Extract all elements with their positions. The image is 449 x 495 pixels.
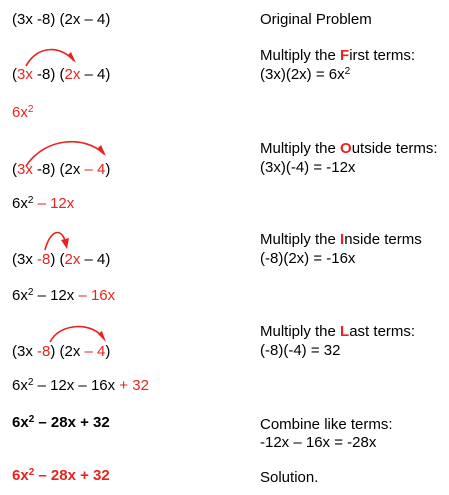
inside-step-calc: (-8)(2x) = -16x (260, 250, 356, 267)
inside-result: $6x^2 - 12x - 16x$ (12, 287, 116, 304)
last-result: $6x^2 - 12x - 16x + 32$ (12, 377, 149, 394)
first-step-calc: $(3x)(2x) = 6x^2$ (260, 66, 351, 83)
last-step-label: Multiply the Last terms: (260, 323, 416, 340)
outside-expression: (3x -8) (2x – 4) (12, 161, 111, 178)
last-step-calc: (-8)(-4) = 32 (260, 342, 341, 359)
inside-expression: (3x -8) (2x – 4) (12, 251, 111, 268)
first-result: $6x^2$ (12, 104, 34, 121)
solution-result: $6x^2 - 28x + 32$ (12, 467, 110, 484)
original-problem-expression: (3x -8) (2x – 4) (12, 11, 111, 28)
last-expression: (3x -8) (2x – 4) (12, 343, 111, 360)
first-step-label: Multiply the First terms: (260, 47, 416, 64)
combine-step-calc: -12x – 16x = -28x (260, 434, 377, 451)
inside-step-label: Multiply the Inside terms (260, 231, 422, 248)
outside-result: $6x^2 - 12x$ (12, 195, 75, 212)
solution-label: Solution. (260, 469, 319, 486)
first-expression: (3x -8) (2x – 4) (12, 66, 111, 83)
outside-step-calc: (3x)(-4) = -12x (260, 159, 356, 176)
original-problem-label: Original Problem (260, 11, 372, 28)
combine-step-label: Combine like terms: (260, 416, 393, 433)
combined-result: $6x^2 - 28x + 32$ (12, 414, 110, 431)
outside-step-label: Multiply the Outside terms: (260, 140, 438, 157)
